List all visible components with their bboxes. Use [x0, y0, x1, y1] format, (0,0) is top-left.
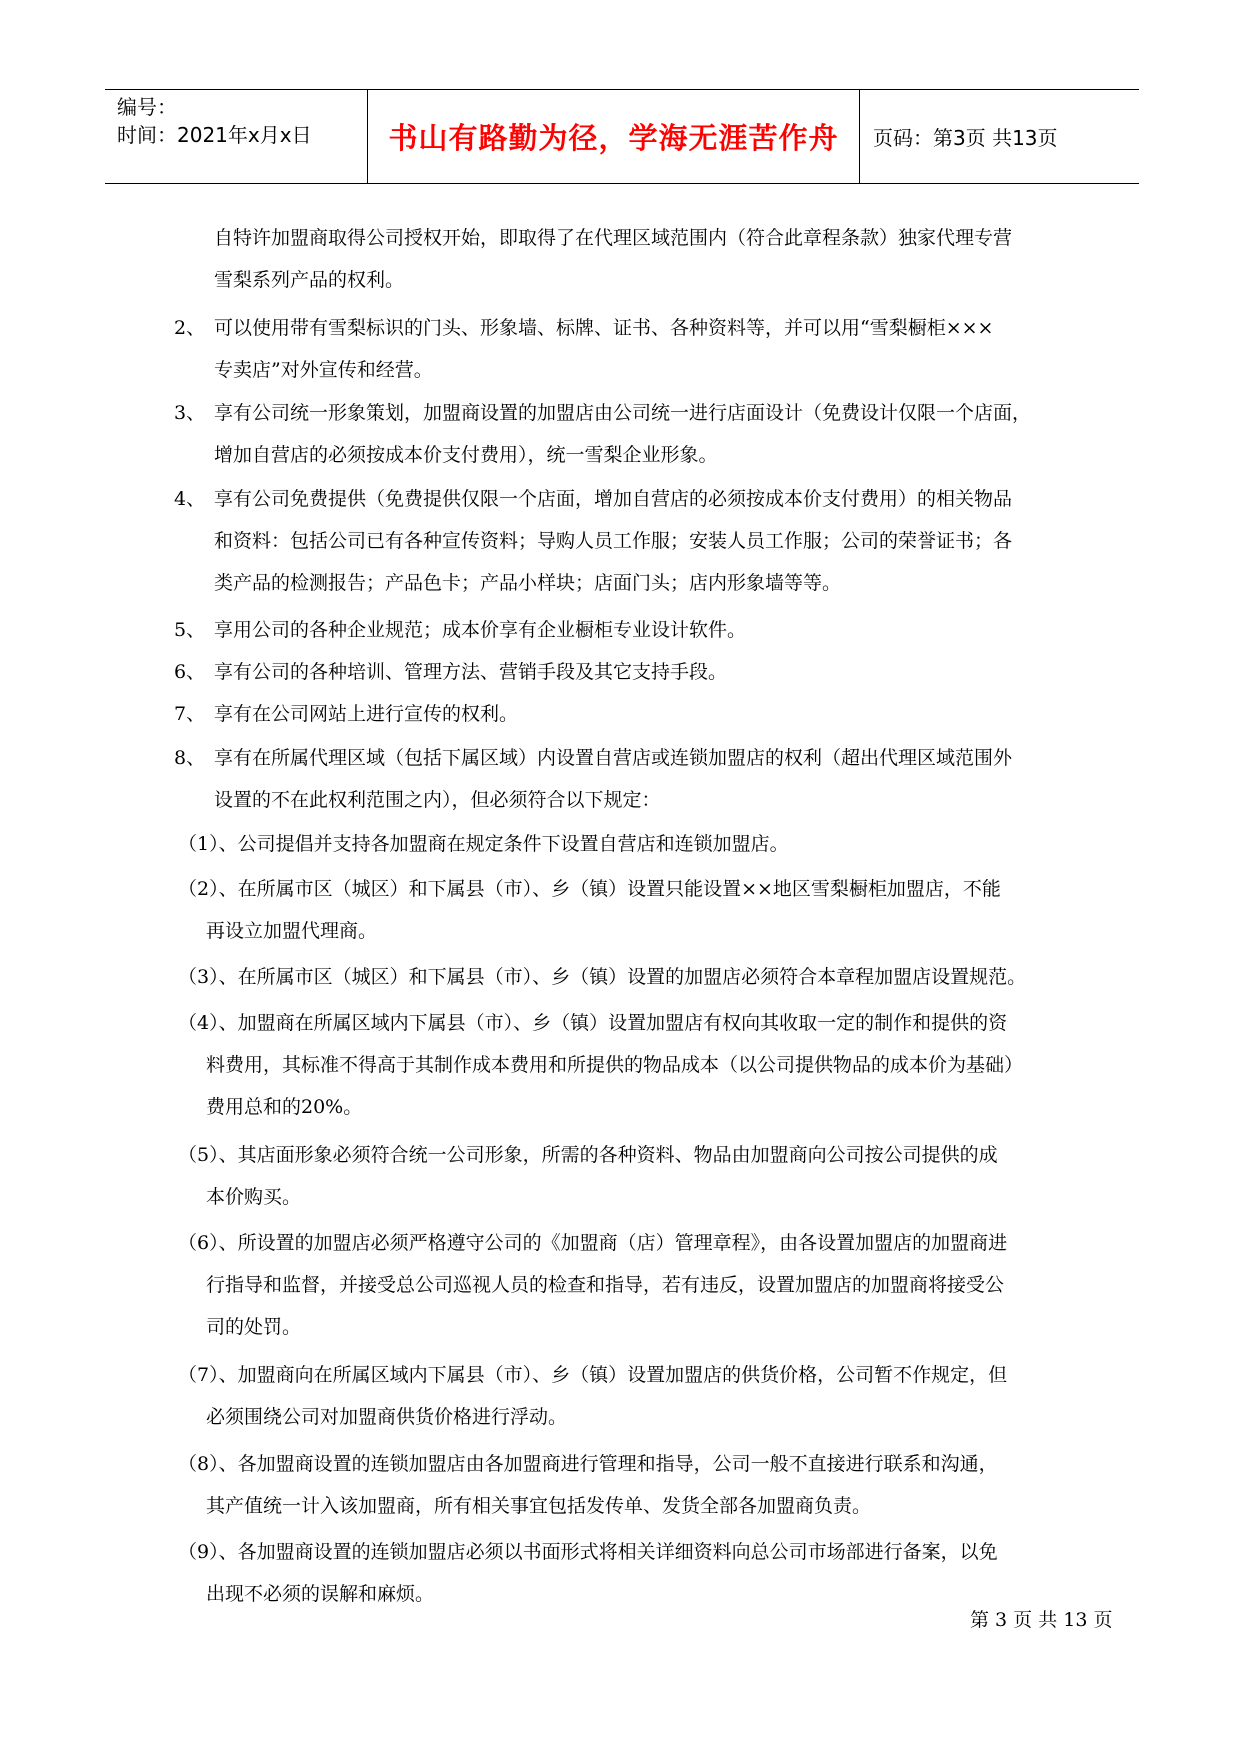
paragraph-line: 享有在所属代理区域（包括下属区域）内设置自营店或连锁加盟店的权利（超出代理区域范围外 — [214, 747, 1013, 769]
paragraph-line: （4）、加盟商在所属区域内下属县（市）、乡（镇）设置加盟店有权向其收取一定的制作和提供的资 — [178, 1012, 1008, 1034]
paragraph-line: 其产值统一计入该加盟商，所有相关事宜包括发传单、发货全部各加盟商负责。 — [206, 1495, 872, 1517]
paragraph-line: 类产品的检测报告；产品色卡；产品小样块；店面门头；店内形象墙等等。 — [214, 572, 842, 594]
paragraph-line: 享有公司免费提供（免费提供仅限一个店面，增加自营店的必须按成本价支付费用）的相关物品 — [214, 488, 1013, 510]
paragraph-line: 自特许加盟商取得公司授权开始，即取得了在代理区域范围内（符合此章程条款）独家代理专营 — [214, 227, 1013, 249]
list-number: 8、 — [174, 747, 206, 769]
list-number: 2、 — [174, 317, 206, 339]
list-number: 4、 — [174, 488, 206, 510]
header-motto: 书山有路勤为径，学海无涯苦作舟 — [388, 121, 839, 155]
paragraph-line: （7）、加盟商向在所属区域内下属县（市）、乡（镇）设置加盟店的供货价格，公司暂不作规定，但 — [178, 1364, 1008, 1386]
paragraph-line: 料费用，其标准不得高于其制作成本费用和所提供的物品成本（以公司提供物品的成本价为基础） — [206, 1054, 1024, 1076]
paragraph-line: 设置的不在此权利范围之内），但必须符合以下规定： — [214, 789, 661, 811]
paragraph-line: 必须围绕公司对加盟商供货价格进行浮动。 — [206, 1406, 568, 1428]
header-meta — [117, 93, 357, 149]
paragraph-line: 增加自营店的必须按成本价支付费用），统一雪梨企业形象。 — [214, 444, 718, 466]
paragraph-line: 享有在公司网站上进行宣传的权利。 — [214, 703, 519, 725]
paragraph-line: （9）、各加盟商设置的连锁加盟店必须以书面形式将相关详细资料向总公司市场部进行备案，以免 — [178, 1541, 998, 1563]
paragraph-line: （3）、在所属市区（城区）和下属县（市）、乡（镇）设置的加盟店必须符合本章程加盟店设置规范。 — [178, 966, 1027, 988]
paragraph-line: 再设立加盟代理商。 — [206, 920, 378, 942]
list-number: 7、 — [174, 703, 206, 725]
paragraph-line: 享有公司的各种培训、管理方法、营销手段及其它支持手段。 — [214, 661, 728, 683]
list-number: 6、 — [174, 661, 206, 683]
paragraph-line: 出现不必须的误解和麻烦。 — [206, 1583, 435, 1605]
header-divider — [859, 90, 860, 183]
paragraph-line: 费用总和的20%。 — [206, 1096, 363, 1118]
document-number-label: 编号： — [117, 95, 177, 119]
paragraph-line: 享有公司统一形象策划，加盟商设置的加盟店由公司统一进行店面设计（免费设计仅限一个店面， — [214, 402, 1032, 424]
paragraph-line: 司的处罚。 — [206, 1316, 302, 1338]
paragraph-line: （2）、在所属市区（城区）和下属县（市）、乡（镇）设置只能设置××地区雪梨橱柜加盟店，不能 — [178, 878, 1001, 900]
document-time-label: 时间：2021年x月x日 — [117, 123, 312, 147]
page-footer: 第 3 页 共 13 页 — [970, 1609, 1113, 1631]
paragraph-line: （8）、各加盟商设置的连锁加盟店由各加盟商进行管理和指导，公司一般不直接进行联系和沟通， — [178, 1453, 998, 1475]
list-number: 3、 — [174, 402, 206, 424]
paragraph-line: 行指导和监督，并接受总公司巡视人员的检查和指导，若有违反，设置加盟店的加盟商将接受公 — [206, 1274, 1005, 1296]
page-header — [105, 89, 1139, 184]
paragraph-line: （6）、所设置的加盟店必须严格遵守公司的《加盟商（店）管理章程》，由各设置加盟店的加盟商进 — [178, 1232, 1008, 1254]
paragraph-line: 可以使用带有雪梨标识的门头、形象墙、标牌、证书、各种资料等，并可以用“雪梨橱柜××× — [214, 317, 994, 339]
list-number: 5、 — [174, 619, 206, 641]
paragraph-line: （5）、其店面形象必须符合统一公司形象，所需的各种资料、物品由加盟商向公司按公司提供的成 — [178, 1144, 998, 1166]
paragraph-line: 享用公司的各种企业规范；成本价享有企业橱柜专业设计软件。 — [214, 619, 747, 641]
paragraph-line: 专卖店”对外宣传和经营。 — [214, 359, 433, 381]
header-page-info: 页码：第3页 共13页 — [873, 126, 1058, 150]
paragraph-line: 雪梨系列产品的权利。 — [214, 269, 405, 291]
paragraph-line: （1）、公司提倡并支持各加盟商在规定条件下设置自营店和连锁加盟店。 — [178, 833, 789, 855]
paragraph-line: 本价购买。 — [206, 1186, 302, 1208]
paragraph-line: 和资料：包括公司已有各种宣传资料；导购人员工作服；安装人员工作服；公司的荣誉证书；各 — [214, 530, 1013, 552]
